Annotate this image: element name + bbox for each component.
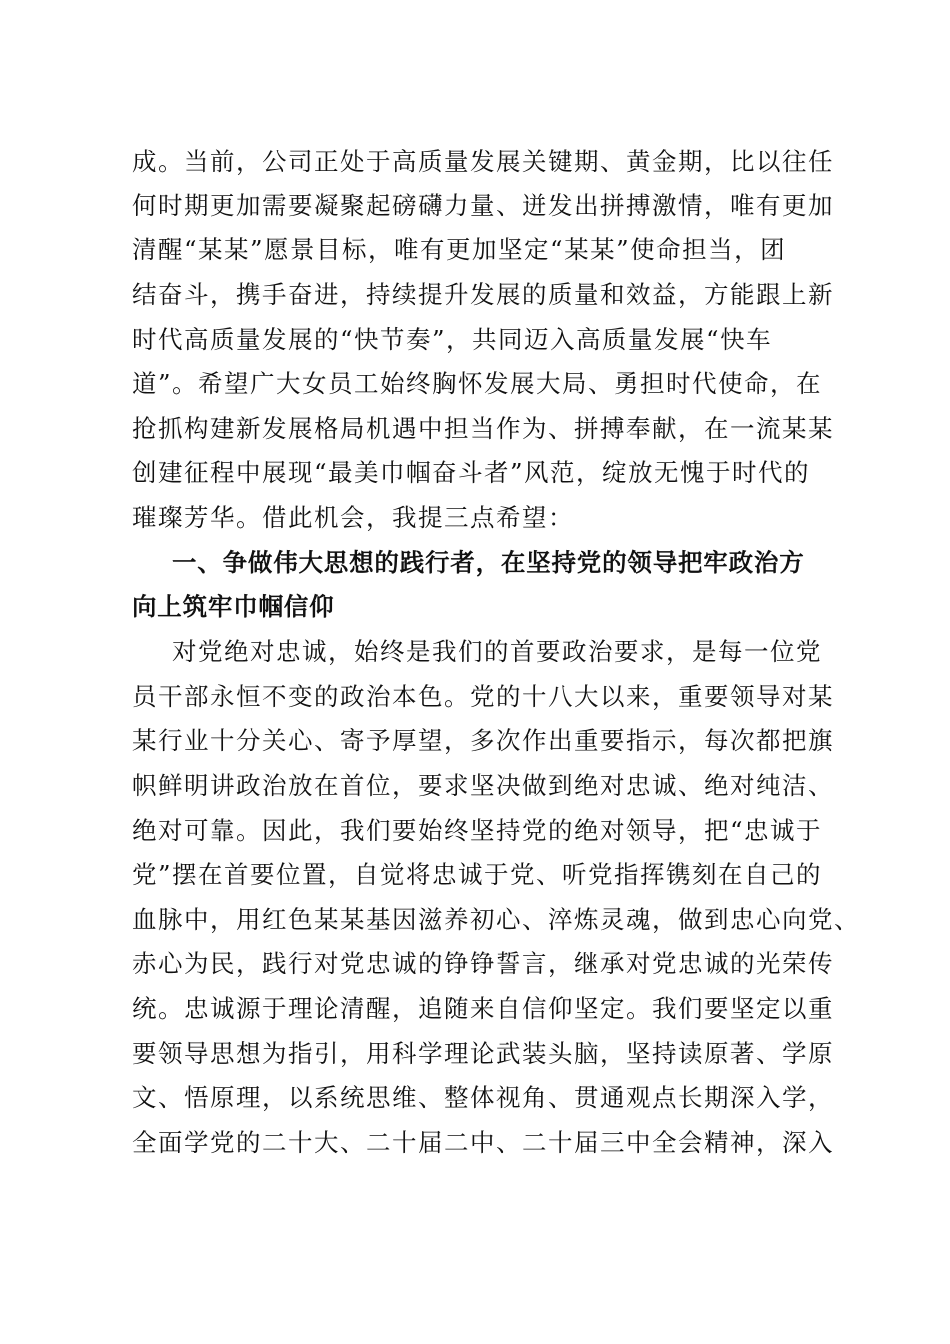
paragraph-1-line: 成。当前，公司正处于高质量发展关键期、黄金期，比以往任 xyxy=(132,147,834,176)
paragraph-1-line: 时代高质量发展的“快节奏”，共同迈入高质量发展“快车 xyxy=(132,325,773,354)
paragraph-1-line: 抢抓构建新发展格局机遇中担当作为、拼搏奉献，在一流某某 xyxy=(132,414,834,443)
paragraph-2-line: 文、悟原理，以系统思维、整体视角、贯通观点长期深入学， xyxy=(132,1083,834,1112)
paragraph-2-line: 帜鲜明讲政治放在首位，要求坚决做到绝对忠诚、绝对纯洁、 xyxy=(132,771,834,800)
paragraph-1-line: 道”。希望广大女员工始终胸怀发展大局、勇担时代使命，在 xyxy=(132,369,823,398)
paragraph-2-line: 员干部永恒不变的政治本色。党的十八大以来，重要领导对某 xyxy=(132,682,834,711)
paragraph-2-line: 党”摆在首要位置，自觉将忠诚于党、听党指挥镌刻在自己的 xyxy=(132,860,823,889)
paragraph-1-line: 清醒“某某”愿景目标，唯有更加坚定“某某”使命担当，团 xyxy=(132,235,787,264)
paragraph-1-line: 结奋斗，携手奋进，持续提升发展的质量和效益，方能跟上新 xyxy=(132,280,834,309)
paragraph-1-line: 何时期更加需要凝聚起磅礴力量、迸发出拼搏激情，唯有更加 xyxy=(132,191,834,220)
section-heading-line: 向上筑牢巾帼信仰 xyxy=(132,592,335,621)
paragraph-2-line: 对党绝对忠诚，始终是我们的首要政治要求，是每一位党 xyxy=(172,637,822,666)
paragraph-2-line: 赤心为民，践行对党忠诚的铮铮誓言，继承对党忠诚的光荣传 xyxy=(132,949,834,978)
section-heading-line: 一、争做伟大思想的践行者，在坚持党的领导把牢政治方 xyxy=(172,548,805,577)
paragraph-1-line: 璀璨芳华。借此机会，我提三点希望： xyxy=(132,503,574,532)
paragraph-1-line: 创建征程中展现“最美巾帼奋斗者”风范，绽放无愧于时代的 xyxy=(132,458,811,487)
paragraph-2-line: 某行业十分关心、寄予厚望，多次作出重要指示，每次都把旗 xyxy=(132,726,834,755)
paragraph-2-line: 血脉中，用红色某某基因滋养初心、淬炼灵魂，做到忠心向党、 xyxy=(132,905,860,934)
paragraph-2-line: 全面学党的二十大、二十届二中、二十届三中全会精神，深入 xyxy=(132,1128,834,1157)
paragraph-2-line: 统。忠诚源于理论清醒，追随来自信仰坚定。我们要坚定以重 xyxy=(132,994,834,1023)
paragraph-2-line: 绝对可靠。因此，我们要始终坚持党的绝对领导，把“忠诚于 xyxy=(132,816,823,845)
paragraph-2-line: 要领导思想为指引，用科学理论武装头脑，坚持读原著、学原 xyxy=(132,1039,834,1068)
